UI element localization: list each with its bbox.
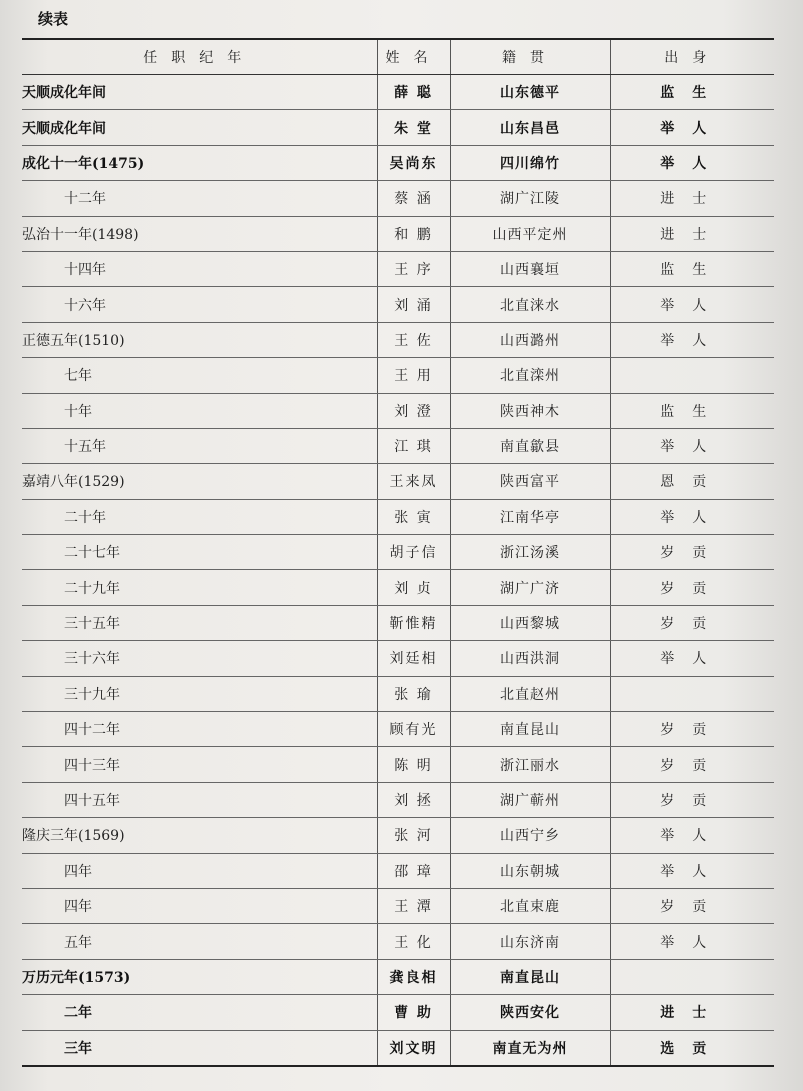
table-row bbox=[22, 464, 774, 499]
table-row bbox=[22, 1030, 774, 1066]
table-row bbox=[22, 145, 774, 180]
name-cell: 王 潭 bbox=[377, 888, 450, 923]
name-cell: 胡子信 bbox=[377, 535, 450, 570]
origin-cell bbox=[610, 676, 774, 711]
native-place-cell: 北直滦州 bbox=[450, 358, 610, 393]
origin-cell: 岁贡 bbox=[610, 570, 774, 605]
native-place-cell: 南直无为州 bbox=[450, 1030, 610, 1066]
name-cell: 刘 贞 bbox=[377, 570, 450, 605]
native-place-cell: 湖广广济 bbox=[450, 570, 610, 605]
name-cell: 王 序 bbox=[377, 251, 450, 286]
native-place-cell: 山东济南 bbox=[450, 924, 610, 959]
name-cell: 陈 明 bbox=[377, 747, 450, 782]
table-row bbox=[22, 358, 774, 393]
native-place-cell: 四川绵竹 bbox=[450, 145, 610, 180]
native-place-cell: 江南华亭 bbox=[450, 499, 610, 534]
name-cell: 薛 聪 bbox=[377, 75, 450, 110]
table-row bbox=[22, 393, 774, 428]
year-cell: 十六年 bbox=[22, 287, 377, 322]
origin-cell: 举人 bbox=[610, 853, 774, 888]
officials-table bbox=[22, 38, 774, 1067]
table-row bbox=[22, 216, 774, 251]
year-cell: 嘉靖八年(1529) bbox=[22, 464, 377, 499]
origin-cell: 举人 bbox=[610, 924, 774, 959]
year-cell: 十二年 bbox=[22, 181, 377, 216]
native-place-cell: 山西襄垣 bbox=[450, 251, 610, 286]
native-place-cell: 浙江汤溪 bbox=[450, 535, 610, 570]
name-cell: 王 化 bbox=[377, 924, 450, 959]
origin-cell: 举人 bbox=[610, 110, 774, 145]
year-cell: 四十三年 bbox=[22, 747, 377, 782]
origin-cell: 选贡 bbox=[610, 1030, 774, 1066]
year-cell: 三十五年 bbox=[22, 605, 377, 640]
year-cell: 成化十一年(1475) bbox=[22, 145, 377, 180]
name-cell: 刘文明 bbox=[377, 1030, 450, 1066]
year-cell: 二年 bbox=[22, 995, 377, 1030]
native-place-cell: 山西平定州 bbox=[450, 216, 610, 251]
name-cell: 和 鹏 bbox=[377, 216, 450, 251]
year-cell: 十年 bbox=[22, 393, 377, 428]
origin-cell: 监生 bbox=[610, 251, 774, 286]
name-cell: 刘 拯 bbox=[377, 782, 450, 817]
table-row bbox=[22, 499, 774, 534]
native-place-cell: 南直昆山 bbox=[450, 959, 610, 994]
table-row bbox=[22, 818, 774, 853]
table-row bbox=[22, 853, 774, 888]
origin-cell: 监生 bbox=[610, 75, 774, 110]
year-cell: 五年 bbox=[22, 924, 377, 959]
native-place-cell: 山东昌邑 bbox=[450, 110, 610, 145]
year-cell: 十五年 bbox=[22, 428, 377, 463]
origin-cell: 举人 bbox=[610, 428, 774, 463]
year-cell: 天顺成化年间 bbox=[22, 75, 377, 110]
name-cell: 蔡 涵 bbox=[377, 181, 450, 216]
year-cell: 三年 bbox=[22, 1030, 377, 1066]
native-place-cell: 北直赵州 bbox=[450, 676, 610, 711]
origin-cell: 监生 bbox=[610, 393, 774, 428]
native-place-cell: 陕西安化 bbox=[450, 995, 610, 1030]
origin-cell: 岁贡 bbox=[610, 712, 774, 747]
origin-cell: 进士 bbox=[610, 181, 774, 216]
year-cell: 二十七年 bbox=[22, 535, 377, 570]
name-cell: 吴尚东 bbox=[377, 145, 450, 180]
name-cell: 邵 璋 bbox=[377, 853, 450, 888]
name-cell: 王来凤 bbox=[377, 464, 450, 499]
name-cell: 顾有光 bbox=[377, 712, 450, 747]
native-place-cell: 湖广蕲州 bbox=[450, 782, 610, 817]
header-year: 任职纪年 bbox=[22, 39, 377, 75]
table-row bbox=[22, 924, 774, 959]
origin-cell: 举人 bbox=[610, 641, 774, 676]
origin-cell: 举人 bbox=[610, 287, 774, 322]
origin-cell bbox=[610, 358, 774, 393]
year-cell: 弘治十一年(1498) bbox=[22, 216, 377, 251]
origin-cell: 恩贡 bbox=[610, 464, 774, 499]
year-cell: 七年 bbox=[22, 358, 377, 393]
name-cell: 王 佐 bbox=[377, 322, 450, 357]
year-cell: 三十九年 bbox=[22, 676, 377, 711]
table-row bbox=[22, 570, 774, 605]
origin-cell: 岁贡 bbox=[610, 747, 774, 782]
native-place-cell: 山西洪洞 bbox=[450, 641, 610, 676]
year-cell: 正德五年(1510) bbox=[22, 322, 377, 357]
table-row bbox=[22, 747, 774, 782]
origin-cell: 举人 bbox=[610, 145, 774, 180]
origin-cell: 举人 bbox=[610, 322, 774, 357]
native-place-cell: 湖广江陵 bbox=[450, 181, 610, 216]
table-row bbox=[22, 888, 774, 923]
native-place-cell: 北直束鹿 bbox=[450, 888, 610, 923]
native-place-cell: 陕西富平 bbox=[450, 464, 610, 499]
native-place-cell: 陕西神木 bbox=[450, 393, 610, 428]
table-row bbox=[22, 75, 774, 110]
table-header-row bbox=[22, 39, 774, 75]
native-place-cell: 山西黎城 bbox=[450, 605, 610, 640]
year-cell: 四年 bbox=[22, 853, 377, 888]
table-row bbox=[22, 676, 774, 711]
table-row bbox=[22, 641, 774, 676]
native-place-cell: 山东德平 bbox=[450, 75, 610, 110]
native-place-cell: 南直歙县 bbox=[450, 428, 610, 463]
name-cell: 张 瑜 bbox=[377, 676, 450, 711]
native-place-cell: 山西潞州 bbox=[450, 322, 610, 357]
name-cell: 曹 助 bbox=[377, 995, 450, 1030]
native-place-cell: 北直涞水 bbox=[450, 287, 610, 322]
table-row bbox=[22, 712, 774, 747]
origin-cell: 岁贡 bbox=[610, 782, 774, 817]
table-row bbox=[22, 251, 774, 286]
origin-cell: 岁贡 bbox=[610, 605, 774, 640]
name-cell: 江 琪 bbox=[377, 428, 450, 463]
origin-cell: 举人 bbox=[610, 499, 774, 534]
origin-cell: 进士 bbox=[610, 995, 774, 1030]
year-cell: 二十九年 bbox=[22, 570, 377, 605]
year-cell: 十四年 bbox=[22, 251, 377, 286]
year-cell: 四十二年 bbox=[22, 712, 377, 747]
year-cell: 天顺成化年间 bbox=[22, 110, 377, 145]
name-cell: 龚良相 bbox=[377, 959, 450, 994]
native-place-cell: 浙江丽水 bbox=[450, 747, 610, 782]
table-row bbox=[22, 322, 774, 357]
origin-cell: 举人 bbox=[610, 818, 774, 853]
name-cell: 张 寅 bbox=[377, 499, 450, 534]
table-body bbox=[22, 75, 774, 1066]
name-cell: 刘廷相 bbox=[377, 641, 450, 676]
table-row bbox=[22, 959, 774, 994]
origin-cell: 岁贡 bbox=[610, 888, 774, 923]
native-place-cell: 山东朝城 bbox=[450, 853, 610, 888]
year-cell: 隆庆三年(1569) bbox=[22, 818, 377, 853]
table-row bbox=[22, 605, 774, 640]
year-cell: 二十年 bbox=[22, 499, 377, 534]
name-cell: 朱 堂 bbox=[377, 110, 450, 145]
year-cell: 三十六年 bbox=[22, 641, 377, 676]
year-cell: 万历元年(1573) bbox=[22, 959, 377, 994]
table-row bbox=[22, 181, 774, 216]
table-row bbox=[22, 782, 774, 817]
table-caption: 续表 bbox=[38, 10, 69, 28]
table-row bbox=[22, 428, 774, 463]
native-place-cell: 南直昆山 bbox=[450, 712, 610, 747]
year-cell: 四年 bbox=[22, 888, 377, 923]
table-row bbox=[22, 535, 774, 570]
name-cell: 王 用 bbox=[377, 358, 450, 393]
header-name: 姓名 bbox=[377, 39, 450, 75]
name-cell: 靳惟精 bbox=[377, 605, 450, 640]
table-row bbox=[22, 995, 774, 1030]
header-native-place: 籍贯 bbox=[450, 39, 610, 75]
origin-cell: 岁贡 bbox=[610, 535, 774, 570]
native-place-cell: 山西宁乡 bbox=[450, 818, 610, 853]
table-row bbox=[22, 110, 774, 145]
header-origin: 出身 bbox=[610, 39, 774, 75]
name-cell: 张 河 bbox=[377, 818, 450, 853]
name-cell: 刘 澄 bbox=[377, 393, 450, 428]
year-cell: 四十五年 bbox=[22, 782, 377, 817]
name-cell: 刘 涌 bbox=[377, 287, 450, 322]
origin-cell bbox=[610, 959, 774, 994]
origin-cell: 进士 bbox=[610, 216, 774, 251]
table-row bbox=[22, 287, 774, 322]
